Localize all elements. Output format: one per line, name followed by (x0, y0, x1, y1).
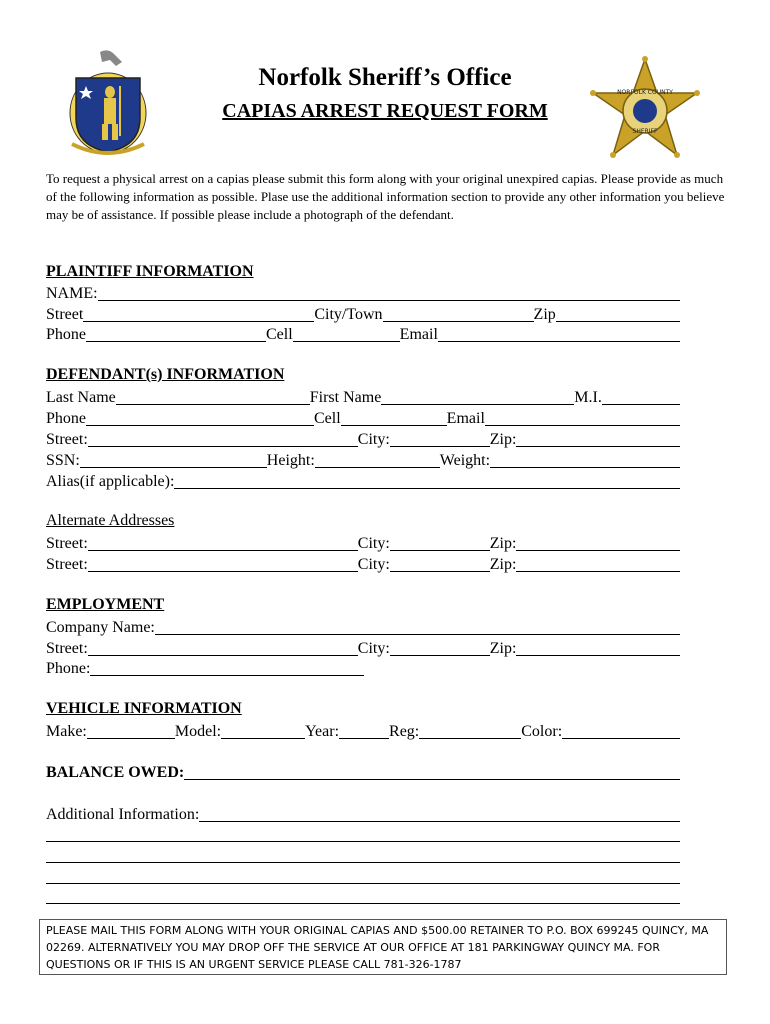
balance-field[interactable] (184, 764, 680, 780)
alternate-zip-label: Zip: (489, 556, 517, 573)
employment-street-field[interactable] (88, 640, 358, 656)
plaintiff-city-field[interactable] (383, 306, 534, 322)
intro-paragraph: To request a physical arrest on a capias please submit this form along with your original unexpired capias. Please provide as much of the following information as possible. Plase use the additional information section to provide any other information you believe may be of assistance. If possible please include a photograph of the defendant. (46, 171, 725, 222)
badge-bottom-text: SHERIFF (632, 128, 658, 135)
defendant-weight-field[interactable] (490, 452, 680, 468)
alternate-zip-field[interactable] (516, 556, 680, 572)
employment-zip-label: Zip: (489, 640, 517, 657)
employment-address-row (46, 638, 680, 658)
vehicle-year-field[interactable] (339, 723, 389, 739)
employment-company-field[interactable] (155, 619, 680, 635)
plaintiff-name-label: NAME: (46, 285, 98, 302)
defendant-email-label: Email (446, 410, 485, 427)
alternate-city-label: City: (357, 535, 390, 552)
employment-city-field[interactable] (390, 640, 490, 656)
vehicle-year-label: Year: (305, 723, 340, 740)
vehicle-color-field[interactable] (562, 723, 680, 739)
form-title: CAPIAS ARREST REQUEST FORM (222, 100, 548, 122)
additional-field[interactable] (46, 888, 680, 904)
defendant-lastname-label: Last Name (46, 389, 116, 406)
additional-line (46, 845, 680, 865)
defendant-alias-row (46, 471, 680, 491)
vehicle-reg-label: Reg: (389, 723, 420, 740)
defendant-alias-field[interactable] (174, 473, 680, 489)
defendant-name-row (46, 387, 680, 407)
defendant-ssn-label: SSN: (46, 452, 80, 469)
defendant-weight-label: Weight: (439, 452, 491, 469)
defendant-heading: DEFENDANT(s) INFORMATION (46, 366, 285, 383)
defendant-firstname-label: First Name (309, 389, 382, 406)
plaintiff-street-label: Street (46, 306, 84, 323)
alternate-city-field[interactable] (390, 556, 490, 572)
defendant-cell-field[interactable] (341, 410, 447, 426)
alternate-street-field[interactable] (88, 535, 358, 551)
vehicle-color-label: Color: (521, 723, 563, 740)
additional-field[interactable] (46, 847, 680, 863)
defendant-city-label: City: (357, 431, 390, 448)
alternate-address-row-1 (46, 533, 680, 553)
employment-street-label: Street: (46, 640, 88, 657)
defendant-firstname-field[interactable] (381, 389, 574, 405)
defendant-height-label: Height: (266, 452, 315, 469)
additional-row (46, 804, 680, 824)
alternate-street-field[interactable] (88, 556, 358, 572)
employment-city-label: City: (357, 640, 390, 657)
balance-row (46, 762, 680, 782)
vehicle-model-field[interactable] (221, 723, 305, 739)
plaintiff-city-label: City/Town (314, 306, 383, 323)
defendant-alias-label: Alias(if applicable): (46, 473, 175, 490)
plaintiff-contact-row (46, 324, 680, 344)
defendant-zip-label: Zip: (489, 431, 517, 448)
alternate-street-label: Street: (46, 535, 88, 552)
plaintiff-name-row (46, 283, 680, 303)
defendant-street-label: Street: (46, 431, 88, 448)
defendant-zip-field[interactable] (516, 431, 680, 447)
additional-field[interactable] (46, 826, 680, 842)
defendant-mi-field[interactable] (602, 389, 680, 405)
defendant-lastname-field[interactable] (116, 389, 310, 405)
defendant-height-field[interactable] (315, 452, 440, 468)
plaintiff-cell-label: Cell (266, 326, 293, 343)
plaintiff-phone-field[interactable] (86, 326, 266, 342)
plaintiff-email-field[interactable] (438, 326, 680, 342)
defendant-physical-row (46, 450, 680, 470)
additional-label: Additional Information: (46, 806, 200, 823)
vehicle-make-field[interactable] (87, 723, 175, 739)
vehicle-model-label: Model: (174, 723, 222, 740)
plaintiff-cell-field[interactable] (293, 326, 400, 342)
plaintiff-zip-label: Zip (533, 306, 556, 323)
vehicle-row (46, 721, 680, 741)
employment-company-label: Company Name: (46, 619, 155, 636)
plaintiff-name-field[interactable] (98, 285, 680, 301)
alternate-address-row-2 (46, 554, 680, 574)
plaintiff-address-row (46, 304, 680, 324)
employment-phone-row (46, 658, 364, 678)
alternate-street-label: Street: (46, 556, 88, 573)
vehicle-heading: VEHICLE INFORMATION (46, 700, 242, 717)
mailing-notice: PLEASE MAIL THIS FORM ALONG WITH YOUR ORIGINAL CAPIAS AND $500.00 RETAINER TO P.O. BOX 699245 QUINCY, MA 02269. ALTERNATIVELY YOU MAY DROP OFF THE SERVICE AT OUR OFFICE AT 181 PARKINGWAY QUINCY MA. FOR QUESTIONS OR IF THIS IS AN URGENT SERVICE PLEASE CALL 781-326-1787 (39, 919, 727, 975)
defendant-street-field[interactable] (88, 431, 358, 447)
vehicle-make-label: Make: (46, 723, 87, 740)
plaintiff-zip-field[interactable] (556, 306, 680, 322)
additional-line (46, 886, 680, 906)
defendant-phone-field[interactable] (86, 410, 314, 426)
additional-field[interactable] (46, 868, 680, 884)
defendant-email-field[interactable] (485, 410, 680, 426)
alternate-zip-field[interactable] (516, 535, 680, 551)
badge-top-text: NORFOLK COUNTY (617, 89, 673, 96)
plaintiff-heading: PLAINTIFF INFORMATION (46, 263, 254, 280)
additional-line (46, 824, 680, 844)
additional-line (46, 866, 680, 886)
defendant-city-field[interactable] (390, 431, 490, 447)
alternate-city-field[interactable] (390, 535, 490, 551)
employment-heading: EMPLOYMENT (46, 596, 165, 613)
defendant-cell-label: Cell (314, 410, 341, 427)
alternate-zip-label: Zip: (489, 535, 517, 552)
employment-phone-label: Phone: (46, 660, 91, 677)
employment-zip-field[interactable] (516, 640, 680, 656)
additional-field[interactable] (199, 806, 680, 822)
defendant-contact-row (46, 408, 680, 428)
defendant-mi-label: M.I. (574, 389, 602, 406)
employment-phone-field[interactable] (90, 660, 364, 676)
page-title: Norfolk Sheriff’s Office (258, 64, 512, 91)
alternate-heading: Alternate Addresses (46, 512, 175, 529)
plaintiff-email-label: Email (399, 326, 438, 343)
balance-label: BALANCE OWED: (46, 764, 185, 781)
alternate-city-label: City: (357, 556, 390, 573)
defendant-ssn-field[interactable] (80, 452, 267, 468)
employment-company-row (46, 617, 680, 637)
plaintiff-phone-label: Phone (46, 326, 86, 343)
plaintiff-street-field[interactable] (83, 306, 314, 322)
vehicle-reg-field[interactable] (419, 723, 521, 739)
defendant-address-row (46, 429, 680, 449)
defendant-phone-label: Phone (46, 410, 86, 427)
